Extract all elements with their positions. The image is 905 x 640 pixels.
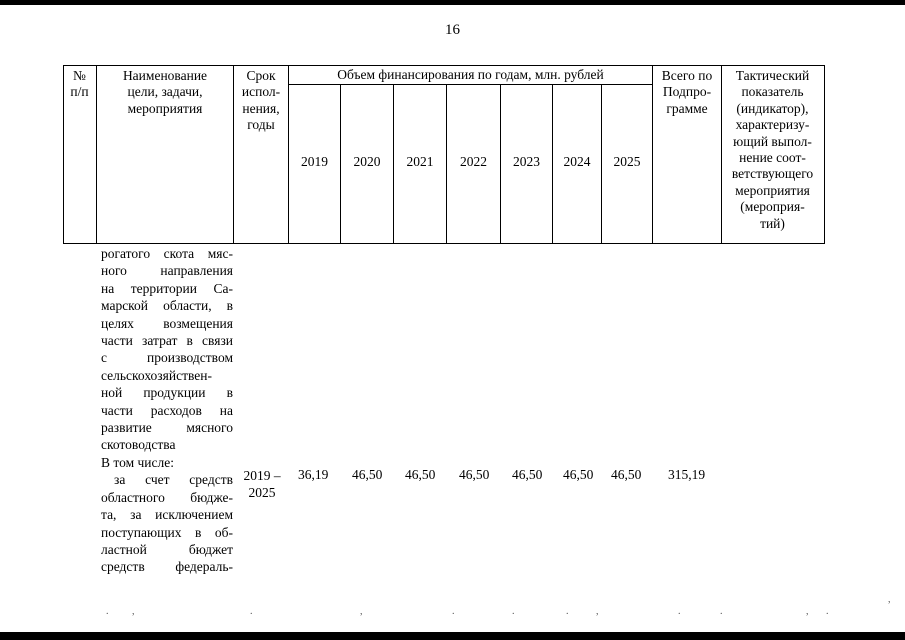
year-2025: 2025 <box>613 154 641 169</box>
header-number: № п/п <box>70 68 89 100</box>
value-2024: 46,50 <box>563 467 594 482</box>
measure-description: рогатого скота мяс- ного направления на территории Са- марской области, в целях возмещения части затрат в связи с производством сельскохозяйствен- ной продукции в части расходов на развитие мясного скотоводства В том числе: за счет средств областного бюдже- та, за исключением поступающих в об- ластной бюджет средств федераль- <box>101 246 233 575</box>
year-2023: 2023 <box>513 154 540 169</box>
bottom-border-bar <box>0 632 905 640</box>
funding-source: за счет средств <box>114 472 233 488</box>
value-2021: 46,50 <box>405 467 436 482</box>
value-2020: 46,50 <box>352 467 383 482</box>
header-term: Срок испол- нения, годы <box>241 68 281 133</box>
header-funding: Объем финансирования по годам, млн. рублей <box>337 67 604 82</box>
value-2023: 46,50 <box>512 467 543 482</box>
value-total: 315,19 <box>668 467 706 482</box>
value-2025: 46,50 <box>611 467 642 482</box>
year-2021: 2021 <box>406 154 434 169</box>
top-border-bar <box>0 0 905 5</box>
value-2019: 36,19 <box>298 467 329 482</box>
header-indicator: Тактический показатель (индикатор), характеризу- ющий выпол- нение соот- ветствующего мероприятия (мероприя- тий) <box>731 68 814 231</box>
including-label: В том числе: <box>101 454 174 470</box>
year-2020: 2020 <box>353 154 381 169</box>
value-2022: 46,50 <box>459 467 490 482</box>
page-number: 16 <box>445 22 460 38</box>
funding-subheader-line <box>288 84 652 85</box>
year-2024: 2024 <box>563 154 591 169</box>
year-2019: 2019 <box>301 154 328 169</box>
header-total: Всего по Подпро- грамме <box>661 68 713 116</box>
header-name: Наименование цели, задачи, мероприятия <box>122 68 208 116</box>
row-term: 2019 – 2025 <box>243 468 281 501</box>
year-2022: 2022 <box>460 154 487 169</box>
